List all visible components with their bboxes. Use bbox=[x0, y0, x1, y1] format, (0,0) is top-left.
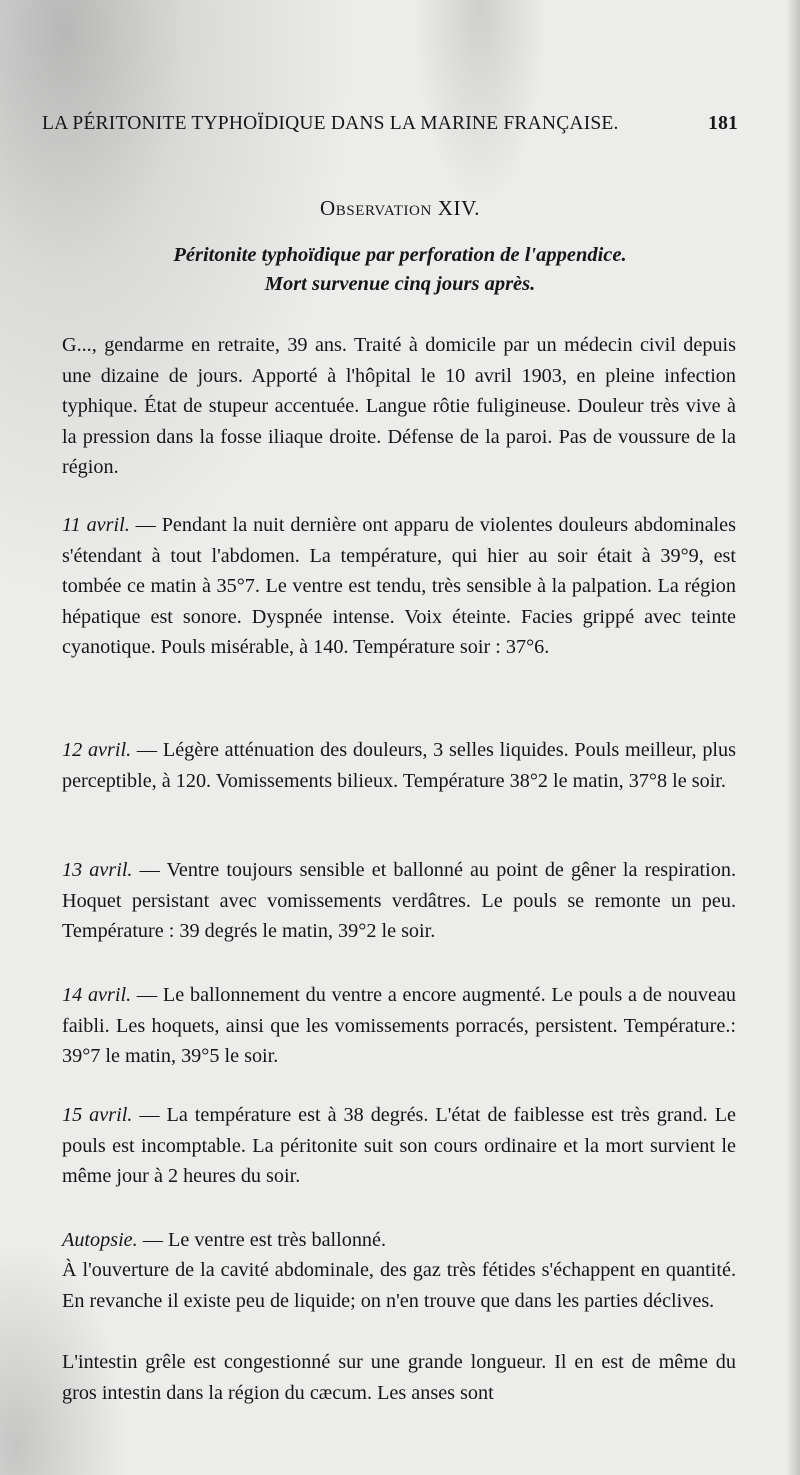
paragraph-12-avril bbox=[62, 735, 736, 796]
entry-date: 14 avril. bbox=[62, 984, 132, 1006]
entry-date: 15 avril. bbox=[62, 1104, 133, 1126]
running-title: LA PÉRITONITE TYPHOÏDIQUE DANS LA MARINE FRANÇAISE. bbox=[42, 113, 619, 134]
paragraph-text: — Ventre toujours sensible et ballonné au point de gêner la respiration. Hoquet persistant avec vomissements verdâtres. Le pouls se remonte un peu. Température : 39 degrés le matin, 39°2 le soir. bbox=[62, 859, 736, 942]
observation-subtitle-line1: Péritonite typhoïdique par perforation de l'appendice. bbox=[173, 244, 627, 266]
paragraph-text: G..., gendarme en retraite, 39 ans. Traité à domicile par un médecin civil depuis une dizaine de jours. Apporté à l'hôpital le 10 avril 1903, en pleine infection typhique. État de stupeur accentuée. Langue rôtie fuligineuse. Douleur très vive à la pression dans la fosse iliaque droite. Défense de la paroi. Pas de voussure de la région. bbox=[62, 334, 736, 478]
observation-subtitle-line2: Mort survenue cinq jours après. bbox=[264, 273, 536, 295]
entry-date: 11 avril. bbox=[62, 514, 130, 536]
observation-title: Observation XIV. bbox=[319, 196, 481, 220]
paragraph-text: — La température est à 38 degrés. L'état de faiblesse est très grand. Le pouls est incomptable. La péritonite suit son cours ordinaire et la mort survient le même jour à 2 heures du soir. bbox=[62, 1104, 736, 1187]
paragraph-11-avril bbox=[62, 510, 736, 663]
entry-date: 12 avril. bbox=[62, 739, 132, 761]
paragraph-text: — Le ventre est très ballonné. bbox=[137, 1229, 387, 1251]
paragraph-autopsie bbox=[62, 1225, 736, 1256]
paragraph-text: — Pendant la nuit dernière ont apparu de violentes douleurs abdominales s'étendant à tout l'abdomen. La température, qui hier au soir était à 39°9, est tombée ce matin à 35°7. Le ventre est tendu, très sensible à la palpation. La région hépatique est sonore. Dyspnée intense. Voix éteinte. Facies grippé avec teinte cyanotique. Pouls misérable, à 140. Température soir : 37°6. bbox=[62, 514, 736, 658]
paragraph-intro bbox=[62, 330, 736, 483]
paragraph-ouverture bbox=[62, 1255, 736, 1316]
paragraph-15-avril bbox=[62, 1100, 736, 1192]
paragraph-13-avril bbox=[62, 855, 736, 947]
entry-date: 13 avril. bbox=[62, 859, 133, 881]
paragraph-text: — Le ballonnement du ventre a encore augmenté. Le pouls a de nouveau faibli. Les hoquets, ainsi que les vomissements porracés, persistent. Température.: 39°7 le matin, 39°5 le soir. bbox=[62, 984, 736, 1067]
paragraph-text: À l'ouverture de la cavité abdominale, des gaz très fétides s'échappent en quantité. En revanche il existe peu de liquide; on n'en trouve que dans les parties déclives. bbox=[62, 1259, 736, 1312]
running-header bbox=[42, 113, 738, 135]
entry-date: Autopsie. bbox=[62, 1229, 138, 1251]
page-edge-shadow bbox=[786, 0, 800, 1475]
page-number: 181 bbox=[708, 113, 738, 134]
paragraph-14-avril bbox=[62, 980, 736, 1072]
paragraph-text: L'intestin grêle est congestionné sur une grande longueur. Il en est de même du gros intestin dans la région du cæcum. Les anses sont bbox=[62, 1351, 736, 1404]
paragraph-intestin bbox=[62, 1347, 736, 1408]
paragraph-text: — Légère atténuation des douleurs, 3 selles liquides. Pouls meilleur, plus perceptible, à 120. Vomissements bilieux. Température 38°2 le matin, 37°8 le soir. bbox=[62, 739, 736, 792]
